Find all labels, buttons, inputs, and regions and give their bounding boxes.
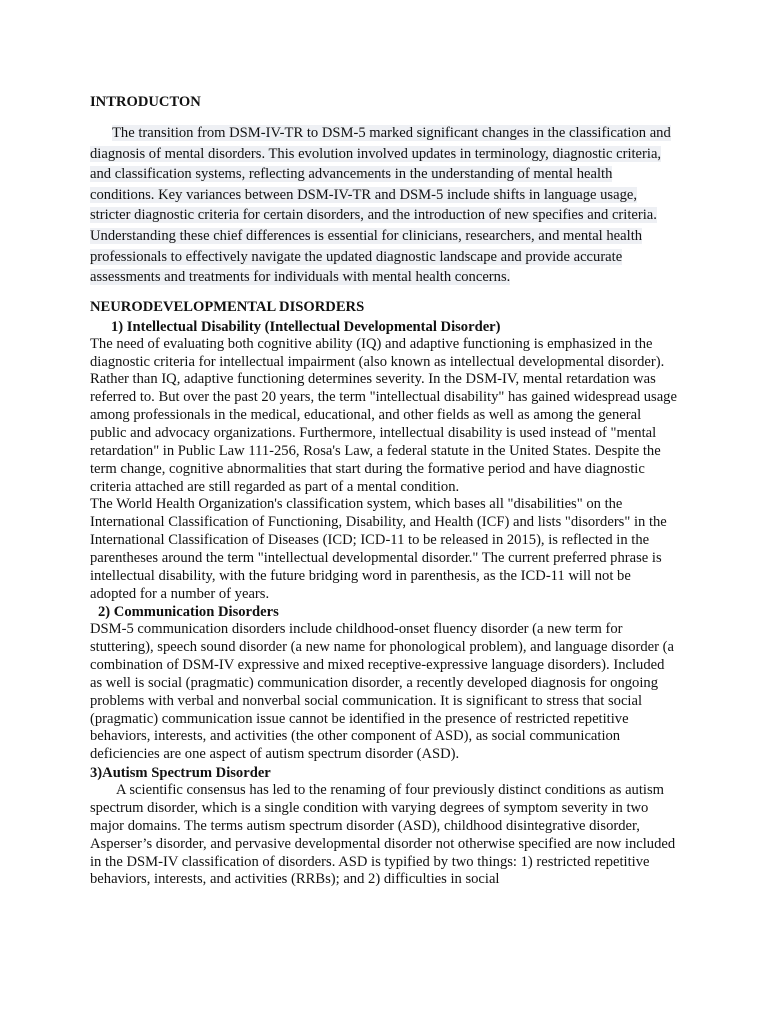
communication-disorders-paragraph: DSM-5 communication disorders include childhood-onset fluency disorder (a new term for stuttering), speech sound disorder (a new name for phonological problem), and language disorder (a combination of DSM-IV expressive and mixed receptive-expressive language disorders). Included as well is social (pragmatic) communication disorder, a recently developed diagnosis for ongoing problems with verbal and nonverbal social communication. It is significant to stress that social (pragmatic) communication issue cannot be identified in the presence of restricted repetitive behaviors, interests, and activities (the other component of ASD), as social communication deficiencies are one aspect of autism spectrum disorder (ASD). xyxy=(90,621,674,763)
intro-paragraph xyxy=(90,123,680,288)
communication-disorders-heading: 2) Communication Disorders xyxy=(98,604,279,621)
document-body xyxy=(90,92,680,889)
autism-spectrum-disorder-heading: 3)Autism Spectrum Disorder xyxy=(90,765,271,782)
intro-paragraph-text: The transition from DSM-IV-TR to DSM-5 marked significant changes in the classification and diagnosis of mental disorders. This evolution involved updates in terminology, diagnostic criteria, and classification systems, reflecting advancements in the understanding of mental health conditions. Key variances between DSM-IV-TR and DSM-5 include shifts in language usage, stricter diagnostic criteria for certain disorders, and the introduction of new specifies and criteria. Understanding these chief differences is essential for clinicians, researchers, and mental health professionals to effectively navigate the updated diagnostic landscape and provide accurate assessments and treatments for individuals with mental health concerns. xyxy=(90,125,671,286)
neurodevelopmental-heading: NEURODEVELOPMENTAL DISORDERS xyxy=(90,298,365,315)
intellectual-disability-paragraph-1: The need of evaluating both cognitive ability (IQ) and adaptive functioning is emphasized in the diagnostic criteria for intellectual impairment (also known as intellectual developmental disorder). Rather than IQ, adaptive functioning determines severity. In the DSM-IV, mental retardation was referred to. But over the past 20 years, the term "intellectual disability" has gained widespread usage among professionals in the medical, educational, and other fields as well as among the general public and advocacy organizations. Furthermore, intellectual disability is used instead of "mental retardation" in Public Law 111-256, Rosa's Law, a federal statute in the United States. Despite the term change, cognitive abnormalities that start during the formative period and have diagnostic criteria attached are still regarded as part of a mental condition. xyxy=(90,335,677,495)
intellectual-disability-heading: 1) Intellectual Disability (Intellectual Developmental Disorder) xyxy=(111,318,501,335)
intellectual-disability-paragraph-2: The World Health Organization's classification system, which bases all "disabilities" on the International Classification of Functioning, Disability, and Health (ICF) and lists "disorders" in the International Classification of Diseases (ICD; ICD-11 to be released in 2015), is reflected in the parentheses around the term "intellectual developmental disorder." The current preferred phrase is intellectual disability, with the future bridging word in parenthesis, as the ICD-11 will not be adopted for a number of years. xyxy=(90,496,667,602)
autism-spectrum-disorder-paragraph: A scientific consensus has led to the renaming of four previously distinct conditions as autism spectrum disorder, which is a single condition with varying degrees of symptom severity in two major domains. The terms autism spectrum disorder (ASD), childhood disintegrative disorder, Asperser’s disorder, and pervasive developmental disorder not otherwise specified are now included in the DSM-IV classification of disorders. ASD is typified by two things: 1) restricted repetitive behaviors, interests, and activities (RRBs); and 2) difficulties in social xyxy=(90,782,676,888)
intro-heading: INTRODUCTON xyxy=(90,94,201,110)
